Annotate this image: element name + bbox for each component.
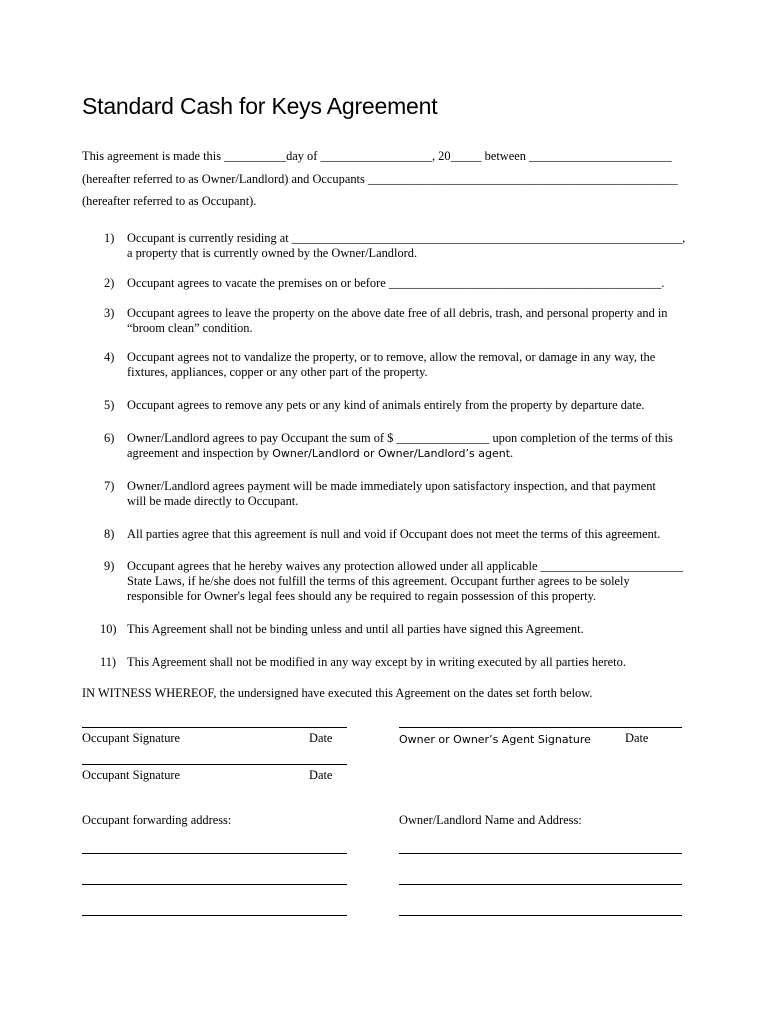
clause-number: 4): [104, 350, 115, 364]
clause-text-main: Owner/Landlord agrees to pay Occupant the sum of $ _______________ upon completion of the terms of this agreement and inspection by: [127, 431, 673, 460]
clause-text: Occupant agrees to leave the property on the above date free of all debris, trash, and personal property and in “broom clean” condition.: [127, 306, 668, 335]
occupant-date-label-1: Date: [309, 731, 333, 745]
owner-address-line-3[interactable]: [399, 915, 682, 916]
occupant-signature-label-1: Occupant Signature: [82, 731, 181, 745]
occupant-address-label: Occupant forwarding address:: [82, 813, 232, 827]
owner-date-label: Date: [625, 731, 649, 745]
occupant-signature-line-1[interactable]: [82, 727, 347, 728]
owner-signature-line[interactable]: [399, 727, 682, 728]
clause-number: 9): [104, 559, 115, 573]
occupant-date-label-2: Date: [309, 768, 333, 782]
witness-statement: IN WITNESS WHEREOF, the undersigned have executed this Agreement on the dates set forth below.: [82, 686, 593, 700]
clause-text: Occupant agrees to remove any pets or any kind of animals entirely from the property by departure date.: [127, 398, 645, 412]
occupant-signature-label-2: Occupant Signature: [82, 768, 181, 782]
occupant-address-line-3[interactable]: [82, 915, 347, 916]
intro-line-1: This agreement is made this __________day of __________________, 20_____ between _______________________: [82, 149, 672, 163]
clause-text: Occupant agrees that he hereby waives any protection allowed under all applicable _______________________ State Laws, if he/she does not fulfill the terms of this agreement. Occupant further agrees to be solely responsible for Owner's legal fees should any be required to regain possession of this property.: [127, 559, 684, 603]
clause-text: This Agreement shall not be modified in any way except by in writing executed by all parties hereto.: [127, 655, 626, 669]
clause-text-agent: Owner/Landlord or Owner/Landlord’s agent: [272, 447, 511, 460]
clause-number: 5): [104, 398, 115, 412]
clause-number: 2): [104, 276, 115, 290]
clause-text: Occupant is currently residing at _______________________________________________________________, a property that is currently owned by the Owner/Landlord.: [127, 231, 686, 260]
occupant-address-line-1[interactable]: [82, 853, 347, 854]
clause-text: All parties agree that this agreement is null and void if Occupant does not meet the terms of this agreement.: [127, 527, 661, 541]
clause-text: Occupant agrees not to vandalize the property, or to remove, allow the removal, or damage in any way, the fixtures, appliances, copper or any other part of the property.: [127, 350, 656, 379]
occupant-address-line-2[interactable]: [82, 884, 347, 885]
clause-text: [127, 431, 692, 461]
occupant-signature-line-2[interactable]: [82, 764, 347, 765]
clause-number: 1): [104, 231, 115, 245]
document-title: Standard Cash for Keys Agreement: [82, 93, 438, 119]
clause-text: Occupant agrees to vacate the premises on or before ____________________________________________.: [127, 276, 665, 290]
clause-text: Owner/Landlord agrees payment will be made immediately upon satisfactory inspection, and that payment will be made directly to Occupant.: [127, 479, 656, 508]
clause-text-end: .: [510, 446, 514, 460]
clause-number: 8): [104, 527, 115, 541]
clause-number: 7): [104, 479, 115, 493]
clause-number: 6): [104, 431, 115, 445]
intro-line-2: (hereafter referred to as Owner/Landlord) and Occupants __________________________________________________: [82, 172, 678, 186]
owner-address-label: Owner/Landlord Name and Address:: [399, 813, 582, 827]
clause-number: 3): [104, 306, 115, 320]
owner-address-line-1[interactable]: [399, 853, 682, 854]
clause-text: This Agreement shall not be binding unless and until all parties have signed this Agreement.: [127, 622, 584, 636]
clause-number: 10): [100, 622, 117, 636]
clause-number: 11): [100, 655, 117, 669]
intro-line-3: (hereafter referred to as Occupant).: [82, 194, 257, 208]
owner-address-line-2[interactable]: [399, 884, 682, 885]
owner-signature-label: Owner or Owner’s Agent Signature: [399, 733, 591, 746]
